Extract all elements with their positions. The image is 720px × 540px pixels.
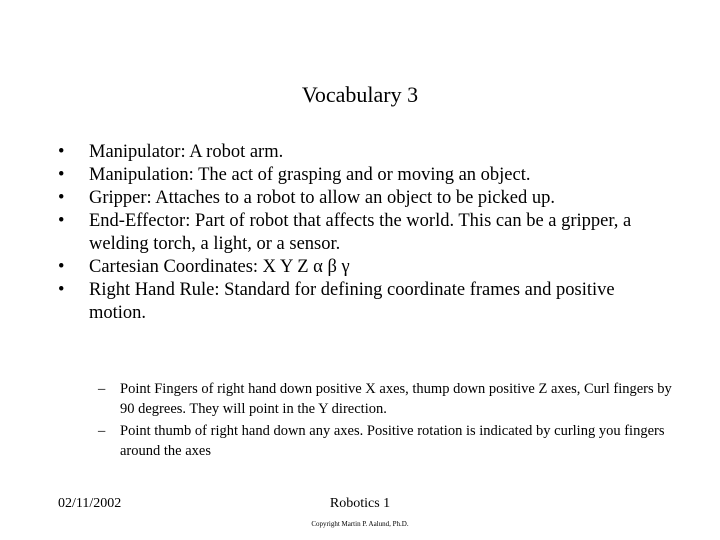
bullet-item-manipulator	[58, 141, 668, 164]
slide-title: Vocabulary 3	[301, 82, 419, 107]
sub-bullet-item-thumb	[98, 421, 678, 461]
bullet-item-right-hand-rule	[58, 279, 668, 325]
bullet-marker: •	[58, 257, 65, 277]
sub-bullet-list	[98, 379, 678, 463]
bullet-marker: •	[58, 280, 65, 300]
sub-bullet-text: Point Fingers of right hand down positive X axes, thump down positive Z axes, Curl fingers by 90 degrees. They will point in the Y direction.	[120, 381, 672, 417]
bullet-text: Manipulator: A robot arm.	[89, 142, 284, 162]
bullet-marker: •	[58, 188, 65, 208]
bullet-item-manipulation	[58, 164, 668, 187]
footer-copyright: Copyright Martin P. Aalund, Ph.D.	[311, 520, 409, 528]
bullet-item-cartesian-coordinates	[58, 256, 668, 279]
sub-bullet-text: Point thumb of right hand down any axes. Positive rotation is indicated by curling you fingers around the axes	[120, 423, 665, 459]
bullet-text: Right Hand Rule: Standard for defining coordinate frames and positive motion.	[89, 280, 615, 323]
bullet-marker: •	[58, 211, 65, 231]
sub-bullet-item-fingers	[98, 379, 678, 419]
sub-bullet-marker: –	[98, 423, 106, 439]
sub-bullet-marker: –	[98, 381, 106, 397]
bullet-text: Gripper: Attaches to a robot to allow an object to be picked up.	[89, 188, 555, 208]
bullet-marker: •	[58, 165, 65, 185]
bullet-marker: •	[58, 142, 65, 162]
bullet-item-gripper	[58, 187, 668, 210]
footer-course: Robotics 1	[329, 496, 391, 511]
footer-date: 02/11/2002	[58, 496, 122, 511]
bullet-item-end-effector	[58, 210, 668, 256]
bullet-text: Manipulation: The act of grasping and or moving an object.	[89, 165, 531, 185]
bullet-text: Cartesian Coordinates: X Y Z α β γ	[89, 257, 350, 277]
bullet-list	[58, 141, 668, 325]
bullet-text: End-Effector: Part of robot that affects the world. This can be a gripper, a welding torch, a light, or a sensor.	[89, 211, 632, 254]
